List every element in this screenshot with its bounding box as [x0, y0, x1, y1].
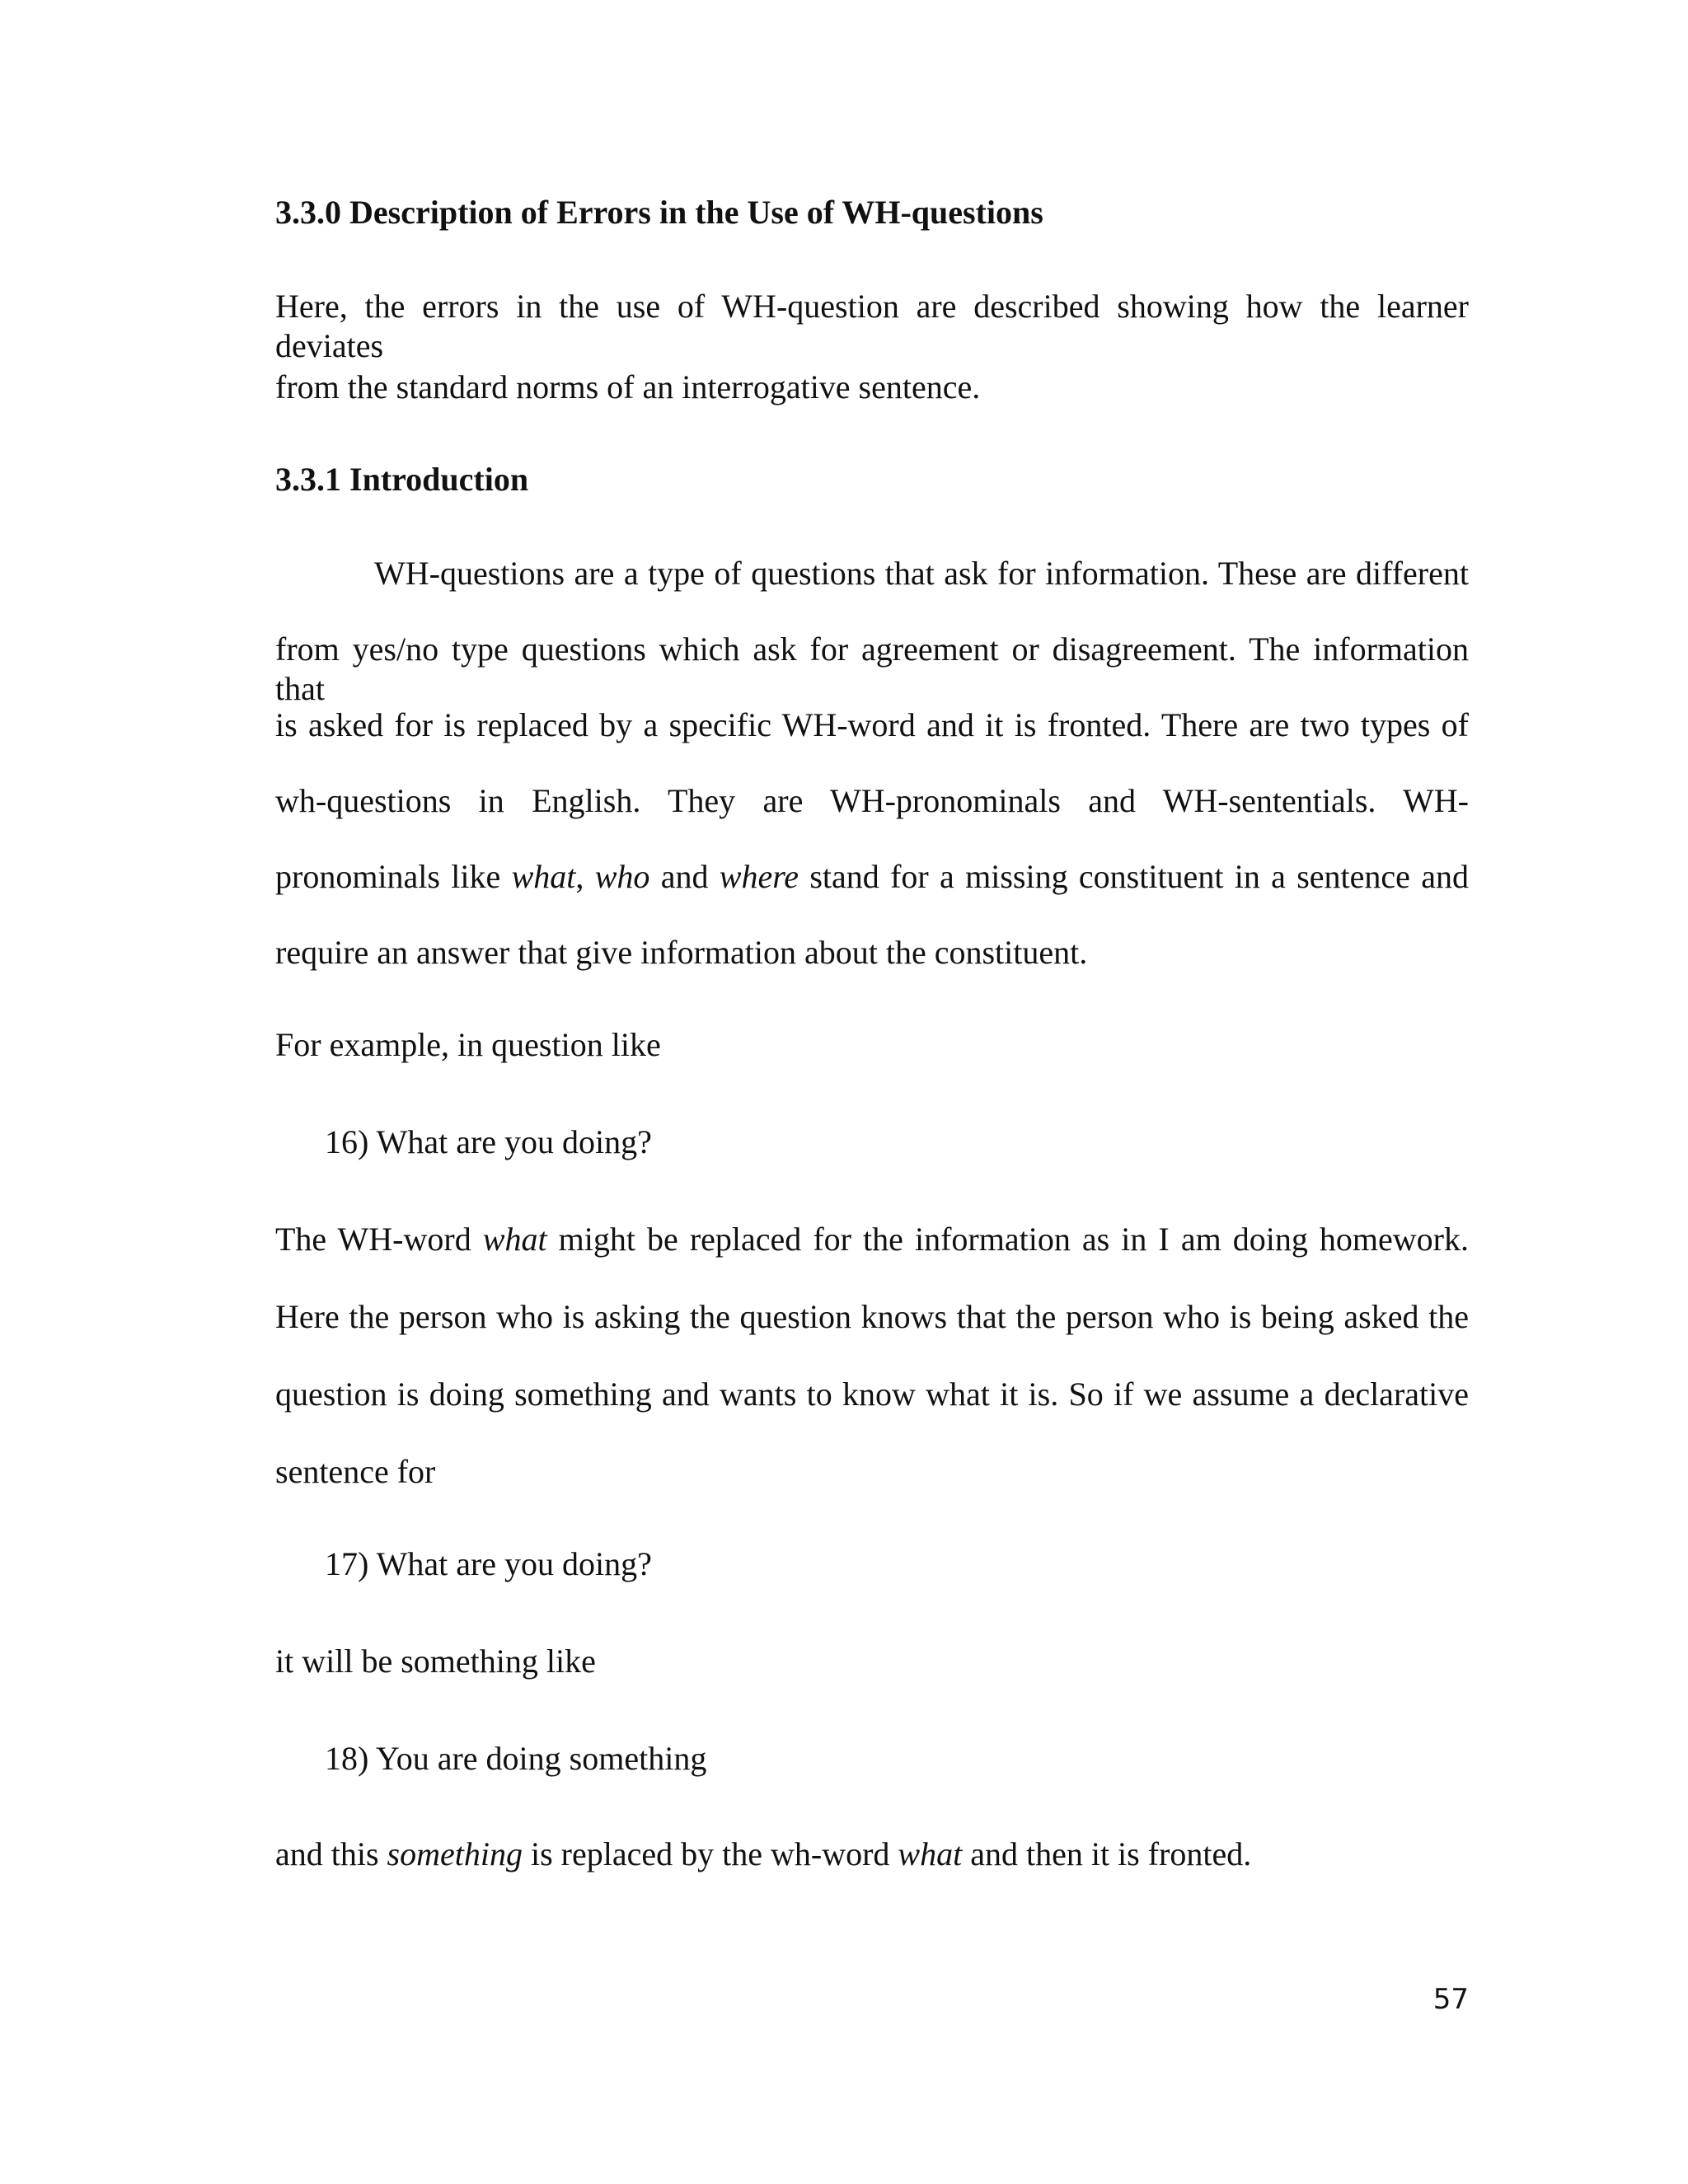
section-heading-3-3-0: 3.3.0 Description of Errors in the Use of WH-questions	[275, 194, 1043, 231]
section-heading-3-3-1: 3.3.1 Introduction	[275, 461, 529, 498]
paragraph-line: and this something is replaced by the wh-word what and then it is fronted.	[275, 1835, 1252, 1872]
italic-term: what	[511, 858, 576, 895]
paragraph-line: from the standard norms of an interrogative sentence.	[275, 368, 981, 405]
italic-term: where	[719, 858, 799, 895]
italic-term: what	[898, 1835, 963, 1872]
example-17: 17) What are you doing?	[325, 1545, 652, 1582]
example-intro: it will be something like	[275, 1643, 596, 1680]
italic-term: what	[482, 1221, 547, 1258]
example-18: 18) You are doing something	[325, 1740, 707, 1777]
paragraph-line: from yes/no type questions which ask for agreement or disagreement. The information that	[275, 630, 1469, 707]
paragraph-line: The WH-word what might be replaced for the information as in I am doing homework.	[275, 1221, 1469, 1258]
paragraph-line: question is doing something and wants to know what it is. So if we assume a declarative	[275, 1376, 1469, 1413]
paragraph-line: Here, the errors in the use of WH-question are described showing how the learner deviates	[275, 288, 1469, 364]
paragraph-line: wh-questions in English. They are WH-pronominals and WH-sententials. WH-	[275, 782, 1469, 819]
paragraph-line: require an answer that give information about the constituent.	[275, 934, 1088, 971]
example-16: 16) What are you doing?	[325, 1123, 652, 1160]
page-number: 57	[1432, 1983, 1469, 2016]
paragraph-line: Here the person who is asking the question knows that the person who is being asked the	[275, 1298, 1469, 1335]
paragraph-line: WH-questions are a type of questions that ask for information. These are different	[374, 555, 1469, 592]
italic-term: who	[594, 858, 650, 895]
paragraph-line: pronominals like what, who and where stand for a missing constituent in a sentence and	[275, 858, 1469, 895]
paragraph-line: is asked for is replaced by a specific WH-word and it is fronted. There are two types of	[275, 706, 1469, 743]
italic-term: something	[387, 1835, 523, 1872]
example-intro: For example, in question like	[275, 1026, 661, 1063]
paragraph-line: sentence for	[275, 1453, 436, 1490]
